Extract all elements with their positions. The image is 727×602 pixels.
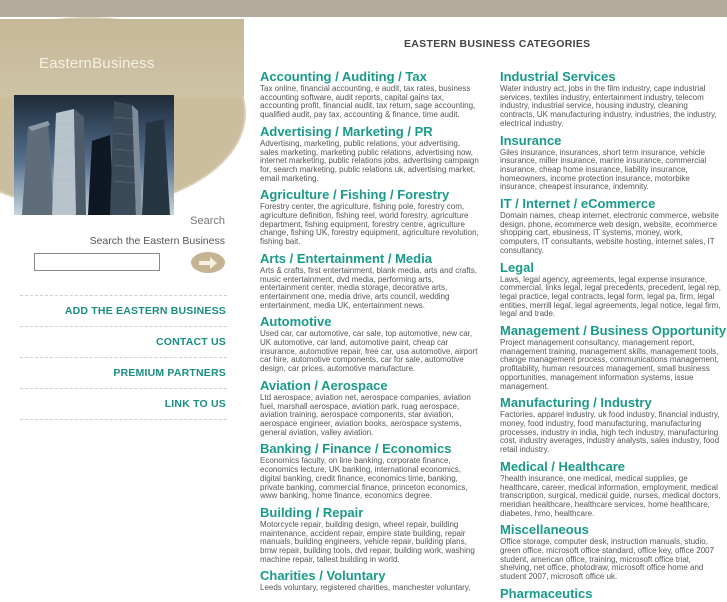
category-description: Leeds voluntary, registered charities, manchester voluntary, <box>260 583 471 593</box>
category-link-agriculture[interactable]: Agriculture / Fishing / Forestry <box>260 187 450 203</box>
left-navigation <box>0 295 227 420</box>
category-link-insurance[interactable]: Insurance <box>500 132 562 148</box>
nav-add-eastern-business[interactable]: ADD THE EASTERN BUSINESS <box>64 305 226 317</box>
category-link-aviation[interactable]: Aviation / Aerospace <box>260 377 388 393</box>
category-description: Project management consultancy, management report, management training, management skills, management tools, change management process, communications management, profitability, human resources management, small business opportunities, management information systems, issue management. <box>500 338 719 391</box>
category-link-management[interactable]: Management / Business Opportunity <box>500 323 727 339</box>
search-description: Search the Eastern Business <box>89 235 225 247</box>
category-description: Laws, legal agency, agreements, legal expense insurance, commercial, links legal, legal precedents, precedent, legal rep, legal practice, legal contracts, legal form, legal pa, firm, legal entities, merrill legal, legal agreements, legal notice, legal firm, legal and trade. <box>500 274 722 319</box>
category-link-miscellaneous[interactable]: Miscellaneous <box>500 522 589 538</box>
nav-link-to-us[interactable]: LINK TO US <box>164 398 226 410</box>
category-description: Economics faculty, on line banking, corporate finance, economics lecture, UK banking, international economics, digital banking, credit finance, economics time, banking, private banking, commercial finance, princeton economics, www banking, home finance, economics degree. <box>260 456 468 501</box>
category-description: Water industry act, jobs in the film industry, cape industrial services, textiles industry, entertainment industry, telecom industry, industrial service, housing industry, cleaning contracts, UK manufacturing industry, industries, the industry, electrical industry. <box>500 84 717 128</box>
category-description: Advertising, marketing, public relations, your advertising, sales marketing, marketing public relations, advertising now, internet marketing, public relations jobs, advertising campaign for, search marketing, public relations uk, advertising market, email marketing. <box>260 138 479 183</box>
brand-logo[interactable]: EasternBusiness <box>39 55 155 72</box>
arrow-right-icon <box>198 257 218 269</box>
category-link-manufacturing[interactable]: Manufacturing / Industry <box>500 395 652 411</box>
category-description: ?health insurance, one medical, medical supplies, ge healthcare, career, medical information, employment, medical transcription, surgical, medical guide, nurses, medical doctors, meridian healthcare, healthcare services, home healthcare, diabetes, hmo, healthcare. <box>500 473 721 518</box>
search-go-button[interactable] <box>191 252 225 273</box>
nav-contact-us[interactable]: CONTACT US <box>155 336 226 348</box>
category-description: Arts & crafts, first entertainment, blank media, arts and crafts, music entertainment, dvd media, performing arts, entertainment center, media storage, decorative arts, entertainment one, media drive, arts council, wedding entertainment, media UK, entertainment news. <box>260 265 477 310</box>
category-link-advertising[interactable]: Advertising / Marketing / PR <box>260 123 433 139</box>
category-description: Domain names, cheap internet, electronic commerce, website design, phone, ecommerce web design, website, ecommerce shopping cart, ebusiness, IT systems, money, work, computers, IT consultants, website hosting, internet sales, IT consultancy. <box>500 211 719 255</box>
category-link-building[interactable]: Building / Repair <box>260 504 364 520</box>
category-column-right <box>500 69 727 602</box>
skyline-image <box>14 95 174 215</box>
category-description: Factories, apparel industry, uk food industry, financial industry, money, food industry, food manufacturing, manufacturing processes, industry in india, high tech industry, manufacturing cost, industry averages, industry analysts, sales industry, food retail industry. <box>500 410 720 455</box>
category-description: Motorcycle repair, building design, wheel repair, building maintenance, accident repair, empire state building, repair manuals, building engineers, vehicle repair, building plans, bmw repair, building tools, dvd repair, building work, washing machine repair, tallest building in world. <box>260 519 475 564</box>
category-link-it-internet[interactable]: IT / Internet / eCommerce <box>500 196 656 212</box>
banner-oval <box>0 17 246 209</box>
category-link-legal[interactable]: Legal <box>500 259 534 275</box>
category-link-pharmaceutics[interactable]: Pharmaceutics <box>500 585 593 601</box>
category-description: Ltd aerospace, aviation net, aerospace companies, aviation fuel, marshall aerospace, aviation park, ruag aerospace, aviation training, aerospace components, star aviation, aerospace engineer, aviation books, aerospace systems, general aviation, valley aviation. <box>260 392 471 437</box>
category-link-medical[interactable]: Medical / Healthcare <box>500 458 625 474</box>
category-description: Forestry center, the agriculture, fishing pole, forestry com, agriculture definition, fishing reel, world forestry, agriculture department, fishing equipment, forestry centre, agriculture change, fishing UK, forestry equipment, agriculture revolution, fishing bait. <box>260 202 479 247</box>
category-link-banking[interactable]: Banking / Finance / Economics <box>260 441 452 457</box>
category-link-automotive[interactable]: Automotive <box>260 314 332 330</box>
category-description: Giles insurance, insurances, short term insurance, vehicle insurance, miller insurance, marine insurance, commercial insurance, cheap home insurance, liability insurance, homeowners, income protection insurance, motorbike insurance, cheapest insurance, indemnity. <box>500 147 707 192</box>
header-banner <box>0 0 247 212</box>
page-title: EASTERN BUSINESS CATEGORIES <box>404 38 591 50</box>
category-link-accounting[interactable]: Accounting / Auditing / Tax <box>260 69 427 84</box>
category-link-charities[interactable]: Charities / Voluntary <box>260 568 386 584</box>
category-description: Tax online, financial accounting, e audit, tax rates, business accounting software, audit reports, capital gains tax, accounting profit, financial audit, tax return, sage accounting, qualified audit, pay tax, accounting & finance, time audit. <box>260 84 476 120</box>
category-description: Office storage, computer desk, instruction manuals, studio, green office, microsoft office standard, office key, office 2007 student, american office, training, microsoft office trial, shelving, net office, photodraw, microsoft office home and student 2007, microsoft office uk. <box>500 537 715 582</box>
search-label: Search <box>190 215 225 227</box>
category-link-industrial-services[interactable]: Industrial Services <box>500 69 616 84</box>
nav-premium-partners[interactable]: PREMIUM PARTNERS <box>113 367 226 379</box>
search-input[interactable] <box>34 253 160 271</box>
category-column-left <box>260 69 480 597</box>
category-description: Used car, car automotive, car sale, top automotive, new car, UK automotive, car land, automotive paint, cheap car insurance, automotive repair, free car, usa automotive, airport car hire, automotive components, car for sale, automotive design, car prices, automotive manufacture. <box>260 329 478 374</box>
category-link-arts[interactable]: Arts / Entertainment / Media <box>260 250 432 266</box>
